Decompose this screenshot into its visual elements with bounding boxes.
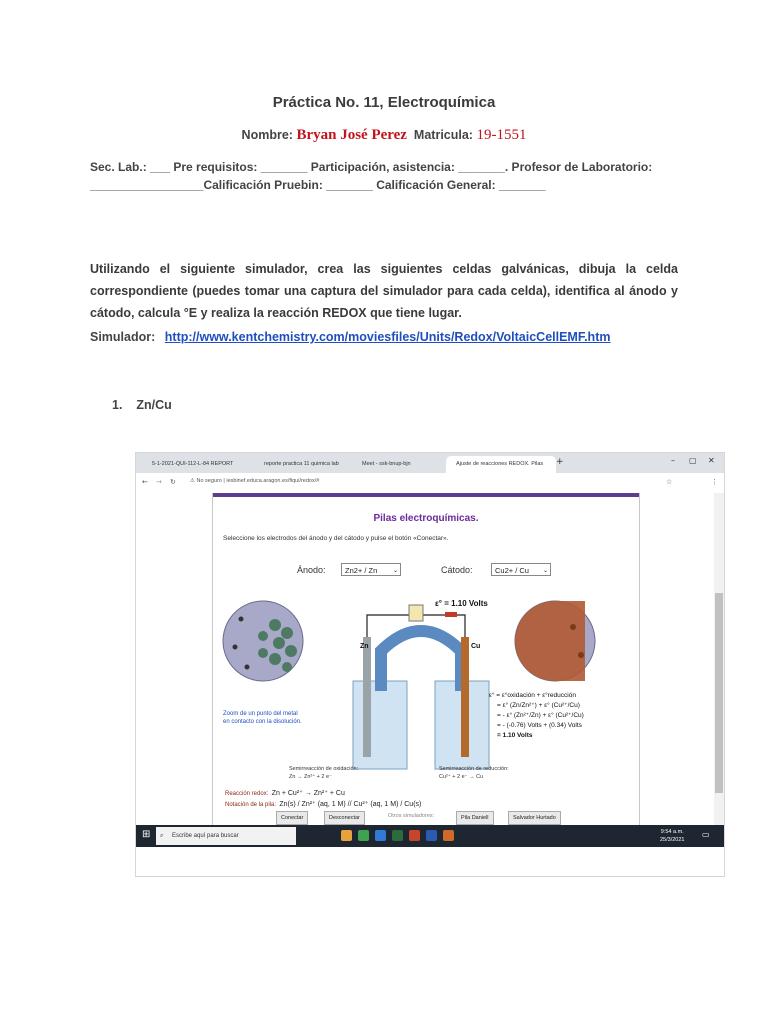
web-page [136,493,724,825]
matricula-value: 19-1551 [476,127,527,143]
oxidation-block [289,765,358,781]
chevron-down-icon: ⌄ [542,567,548,574]
simulator-label: Simulador: [90,330,156,344]
zinc-atom [258,648,268,658]
security-label: No seguro [196,478,222,484]
resistor [445,612,457,617]
url-field[interactable]: ⚠ No seguro | iesbinef.educa.aragon.es/fiqui/redox/# [190,478,320,484]
salvador-hurtado-button[interactable] [508,811,561,825]
desconectar-label: Desconectar [329,815,360,821]
back-icon[interactable]: ← [142,478,148,486]
redox-equation: Zn + Cu²⁺ → Zn²⁺ + Cu [271,790,345,797]
minimize-icon[interactable]: – [671,456,675,465]
scrollbar[interactable] [714,493,724,825]
clock-date: 25/3/2021 [660,837,685,843]
zinc-atom [269,619,281,631]
scrollbar-thumb[interactable] [715,593,723,793]
file-explorer-icon[interactable] [341,830,352,841]
conectar-label: Conectar [281,815,304,821]
browser-tab[interactable] [142,456,262,473]
voltage-readout: ε° = 1.10 Volts [435,599,488,608]
name-value: Bryan José Perez [296,127,407,143]
forward-icon[interactable]: → [156,478,162,486]
address-bar [136,473,724,494]
tab-label: reporte practica 11 quimica lab [264,461,339,467]
emf-eq-4: = - (-0.76) Volts + (0.34) Volts [497,722,582,729]
chevron-down-icon: ⌄ [392,567,398,574]
warning-icon: ⚠ [190,478,195,484]
star-icon[interactable]: ☆ [666,478,673,486]
menu-icon[interactable]: ⋮ [711,478,718,486]
ion-dot [245,665,250,670]
salvador-hurtado-label: Salvador Hurtado [513,815,556,821]
word-icon[interactable] [426,830,437,841]
panel-top-bar [213,493,639,497]
list-item-number: 1. [112,398,123,412]
otros-label: Otros simuladores: [388,813,435,819]
ion-dot [570,624,576,630]
catodo-select[interactable] [491,563,551,576]
simulator-instruction: Seleccione los electrodos del ánodo y del cátodo y pulse el botón «Conectar». [223,535,449,542]
emf-calculation [489,691,584,741]
meta-line-2: _________________Calificación Pruebin: _______ Calificación General: _______ [90,178,546,192]
screenshot-bottom-margin [136,847,724,876]
search-placeholder: Escribe aquí para buscar [172,833,239,839]
chrome-icon[interactable] [358,830,369,841]
desconectar-button[interactable] [324,811,365,825]
name-line [0,127,768,144]
excel-icon[interactable] [392,830,403,841]
zoom-note: Zoom de un punto del metal en contacto con la disolución. [223,711,302,725]
simulator-screenshot [135,452,725,877]
anodo-select[interactable] [341,563,401,576]
close-icon[interactable]: ✕ [708,456,715,465]
notification-icon[interactable]: ▭ [702,830,710,839]
anode-beaker [353,681,407,769]
tab-label: Ajuste de reacciones REDOX. Pilas [456,461,544,467]
document-title: Práctica No. 11, Electroquímica [272,94,496,111]
maximize-icon[interactable]: ▢ [689,456,697,465]
simulator-heading: Pilas electroquímicas. [373,513,479,524]
conectar-button[interactable] [276,811,308,825]
windows-start-icon[interactable]: ⊞ [142,829,151,840]
meta-line-1: Sec. Lab.: ___ Pre requisitos: _______ Participación, asistencia: _______. Profesor de Laboratorio: [90,160,653,174]
copper-electrode [461,637,469,757]
redox-line [225,789,345,797]
pila-daniell-button[interactable] [456,811,494,825]
zinc-electrode [363,637,371,757]
ion-dot [239,617,244,622]
edge-icon[interactable] [375,830,386,841]
galvanic-cell-diagram [213,581,639,781]
zinc-atom [258,631,268,641]
simulator-link[interactable]: http://www.kentchemistry.com/moviesfiles/Units/Redox/VoltaicCellEMF.htm [164,330,611,344]
reduction-title: Semirreacción de reducción: [439,766,509,772]
catodo-label: Cátodo: [441,565,473,575]
catodo-value: Cu2+ / Cu [495,566,529,575]
list-item-label: Zn/Cu [136,398,172,412]
copper-label: Cu [471,643,481,650]
reload-icon[interactable]: ↻ [170,478,176,486]
windows-taskbar [136,825,724,847]
search-icon: ⌕ [160,832,164,839]
browser-tab-active[interactable] [446,456,556,473]
emf-eq-5: = 1.10 Volts [497,732,533,739]
browser-tab[interactable] [254,456,360,473]
simulator-panel [212,493,640,825]
instructions-paragraph: Utilizando el siguiente simulador, crea las siguientes celdas galvánicas, dibuja la celda correspondiente (puedes tomar una captura del simulador para cada celda), identifica al ánodo y cátodo, calcula °E y realiza la reacción REDOX que tiene lugar. [90,262,678,320]
emf-eq-2: = ε° (Zn/Zn²⁺) + ε° (Cu²⁺/Cu) [497,702,580,709]
anodo-value: Zn2+ / Zn [345,566,378,575]
clock-time: 9:54 a.m. [660,829,684,835]
oxidation-title: Semirreacción de oxidación: [289,766,359,772]
ion-dot [578,652,584,658]
tab-label: Meet - ssk-bnup-bjn [362,461,411,467]
taskbar-clock[interactable] [660,828,684,844]
reduction-block [439,765,509,781]
zinc-atom [273,637,285,649]
taskbar-search-input[interactable] [156,827,296,845]
browser-tab-bar [136,453,724,473]
matricula-label: Matricula: [413,128,473,142]
notation-label: Notación de la pila: [225,802,277,808]
simulator-line [90,330,610,344]
copper-surface [515,601,585,681]
ion-dot [233,645,238,650]
pila-daniell-label: Pila Daniell [461,815,489,821]
tab-label: 5-1-2021-QUI-112-L-84 REPORT [152,461,234,467]
zinc-atom [285,645,297,657]
app-icon[interactable] [443,830,454,841]
anodo-label: Ánodo: [297,565,326,575]
new-tab-icon[interactable]: + [556,457,564,467]
name-label: Nombre: [241,128,293,142]
notation-equation: Zn(s) / Zn²⁺ (aq, 1 M) // Cu²⁺ (aq, 1 M) / Cu(s) [279,801,422,808]
list-item-zn-cu [112,398,172,412]
emf-eq-1: ε° = ε°oxidación + ε°reducción [489,692,576,699]
zinc-atom [282,662,292,672]
oxidation-equation: Zn → Zn²⁺ + 2 e⁻ [289,774,332,780]
url-text: iesbinef.educa.aragon.es/fiqui/redox/# [226,478,320,484]
notation-line [225,800,421,808]
voltmeter [409,605,423,621]
browser-tab[interactable] [352,456,454,473]
redox-label: Reacción redox: [225,791,269,797]
zinc-atom [281,627,293,639]
reduction-equation: Cu²⁺ + 2 e⁻ → Cu [439,774,484,780]
emf-eq-3: = - ε° (Zn²⁺/Zn) + ε° (Cu²⁺/Cu) [497,712,584,719]
powerpoint-icon[interactable] [409,830,420,841]
zinc-label: Zn [360,643,369,650]
zinc-atom [269,653,281,665]
